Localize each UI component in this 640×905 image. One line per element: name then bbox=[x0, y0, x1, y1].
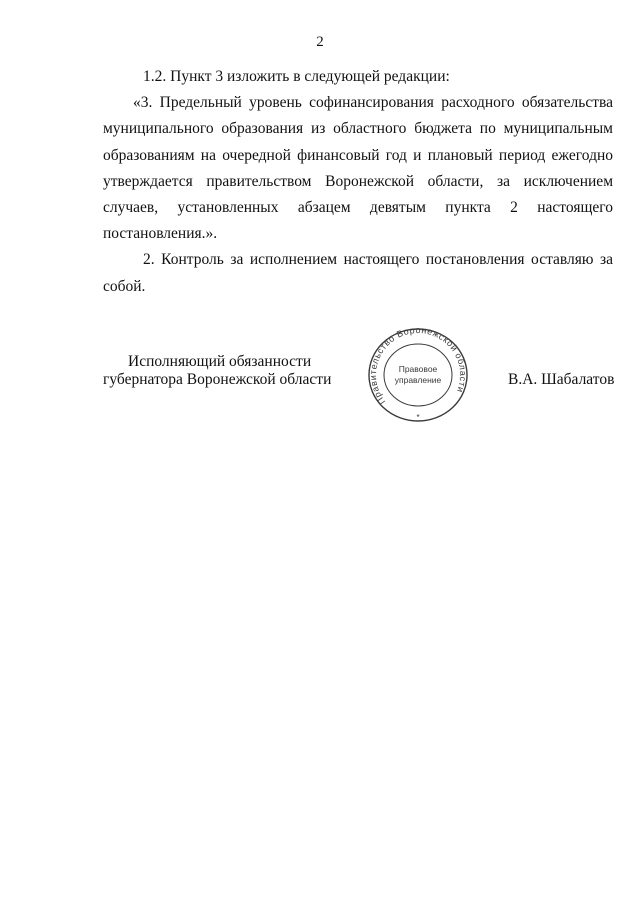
seal-inner-line1: Правовое bbox=[398, 364, 438, 374]
official-seal-stamp bbox=[366, 325, 470, 425]
signatory-title-line1: Исполняющий обязанности bbox=[128, 353, 312, 370]
signatory-title bbox=[103, 353, 331, 389]
paragraph-amendment-intro: 1.2. Пункт 3 изложить в следующей редакции: bbox=[143, 68, 450, 85]
paragraph-control-clause: 2. Контроль за исполнением настоящего постановления оставляю за собой. bbox=[103, 251, 613, 295]
seal-outer-text: Правительство Воронежской области bbox=[367, 325, 469, 407]
seal-star: * bbox=[416, 413, 420, 422]
signatory-name: В.А. Шабалатов bbox=[508, 371, 615, 388]
document-body bbox=[103, 64, 613, 300]
seal-inner-line2: управление bbox=[394, 375, 442, 385]
page-number: 2 bbox=[316, 34, 324, 50]
paragraph-amendment-text: «3. Предельный уровень софинансирования расходного обязательства муниципального образования из областного бюджета по муниципальным образованиям на очередной финансовый год и плановый период ежегодно утверждается правительством Воронежской области, за исключением случаев, установленных абзацем девятым пункта 2 настоящего постановления.». bbox=[103, 94, 613, 243]
signatory-title-line2: губернатора Воронежской области bbox=[103, 371, 332, 388]
